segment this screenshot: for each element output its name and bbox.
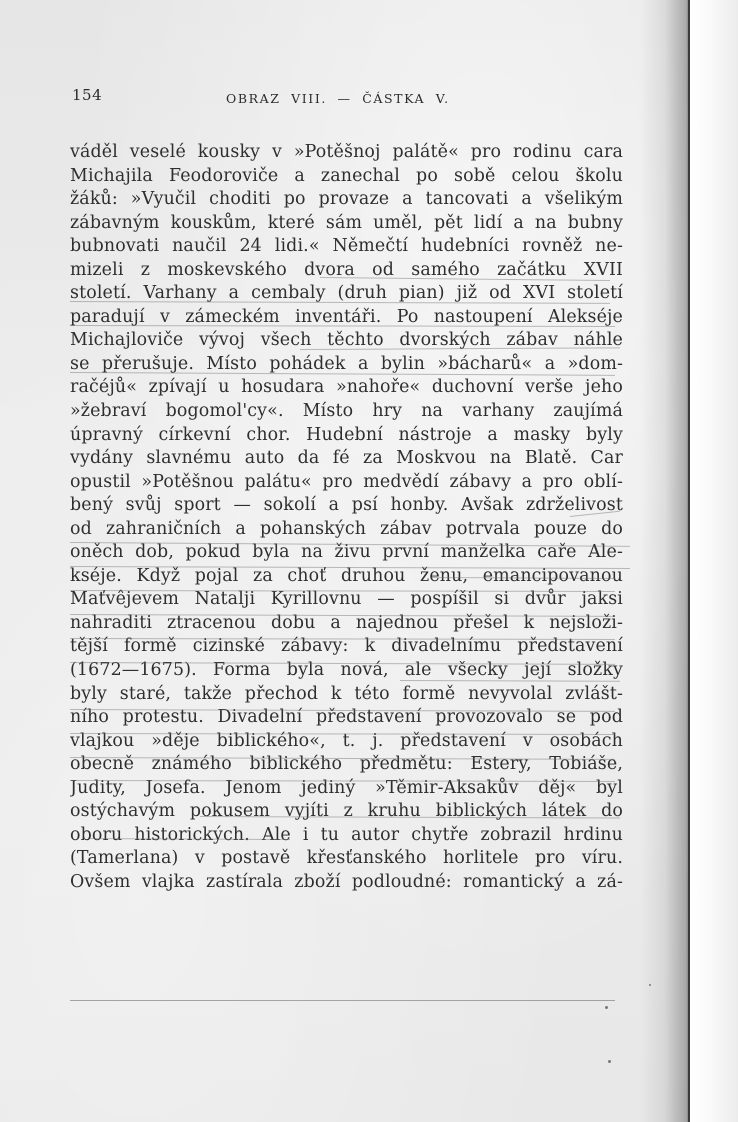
text-line: váděl veselé kousky v »Potěšnoj palátě« pro rodinu cara <box>70 142 623 162</box>
text-line: Ovšem vlajka zastírala zboží podloudné: romantický a zá- <box>70 871 623 892</box>
text-line: obecně známého biblického předmětu: Estery, Tobiáše, <box>70 754 623 775</box>
text-line: (Tamerlana) v postavě křesťanského horlitele pro víru. <box>70 848 623 869</box>
text-line: ního protestu. Divadelní představení provozovalo se pod <box>70 707 623 728</box>
text-line: žáků: »Vyučil choditi po provaze a tancovati a všelikým <box>70 189 623 210</box>
paper-speck <box>605 1006 608 1009</box>
text-line: račéjů« zpívají u hosudara »nahoře« duchovní verše jeho <box>70 377 623 398</box>
text-line: vydány slavnému auto da fé za Moskvou na Blatě. Car <box>70 448 623 469</box>
facing-page-edge <box>690 0 738 1122</box>
page-edge-line <box>688 0 690 1122</box>
text-line: tější formě cizinské zábavy: k divadelnímu představení <box>70 636 623 657</box>
text-line: Michajloviče vývoj všech těchto dvorských zábav náhle <box>70 330 623 351</box>
text-line: oněch dob, pokud byla na živu první manželka caře Ale- <box>70 542 623 563</box>
text-line: zábavným kouskům, které sám uměl, pět lidí a na bubny <box>70 212 623 233</box>
text-line: »žebraví bogomol'cy«. Místo hry na varhany zaujímá <box>70 401 623 422</box>
text-line: bený svůj sport — sokolí a psí honby. Avšak zdrželivost <box>70 495 623 516</box>
text-line: oboru historických. Ale i tu autor chytře zobrazil hrdinu <box>70 824 623 845</box>
text-line: byly staré, takže přechod k této formě nevyvolal zvlášt- <box>70 683 623 704</box>
pencil-mark <box>70 1000 615 1001</box>
page-number: 154 <box>72 86 103 104</box>
text-line: mizeli z moskevského dvora od samého začátku XVII <box>70 259 623 280</box>
text-line: Judity, Josefa. Jenom jediný »Těmir-Aksakův děj« byl <box>70 777 623 798</box>
text-line: století. Varhany a cembaly (druh pian) již od XVI století <box>70 283 623 304</box>
text-line: úpravný církevní chor. Hudební nástroje a masky byly <box>70 424 623 445</box>
text-line: paradují v zámeckém inventáři. Po nastoupení Alekséje <box>70 306 623 327</box>
text-line: opustil »Potěšnou palátu« pro medvědí zábavy a pro oblí- <box>70 471 623 492</box>
text-line: Michajila Feodoroviče a zanechal po sobě celou školu <box>70 165 623 186</box>
text-line: Maťvêjevem Natalji Kyrillovnu — pospíšil si dvůr jaksi <box>70 589 623 610</box>
page-gutter-shadow <box>640 0 690 1122</box>
text-line: nahraditi ztracenou dobu a najednou přešel k nejsloži- <box>70 612 623 633</box>
text-line: vlajkou »děje biblického«, t. j. představení v osobách <box>70 730 623 751</box>
running-head: OBRAZ VIII. — ČÁSTKA V. <box>226 91 450 106</box>
text-line: se přerušuje. Místo pohádek a bylin »bácharů« a »dom- <box>70 353 623 374</box>
text-line: kséje. Když pojal za choť druhou ženu, emancipovanou <box>70 565 623 586</box>
text-line: ostýchavým pokusem vyjíti z kruhu biblických látek do <box>70 801 623 822</box>
text-line: od zahraničních a pohanských zábav potrvala pouze do <box>70 518 623 539</box>
text-line: bubnovati naučil 24 lidi.« Němečtí hudebníci rovněž ne- <box>70 236 623 257</box>
paper-speck <box>608 1060 611 1063</box>
text-line: (1672—1675). Forma byla nová, ale všecky její složky <box>70 660 623 681</box>
